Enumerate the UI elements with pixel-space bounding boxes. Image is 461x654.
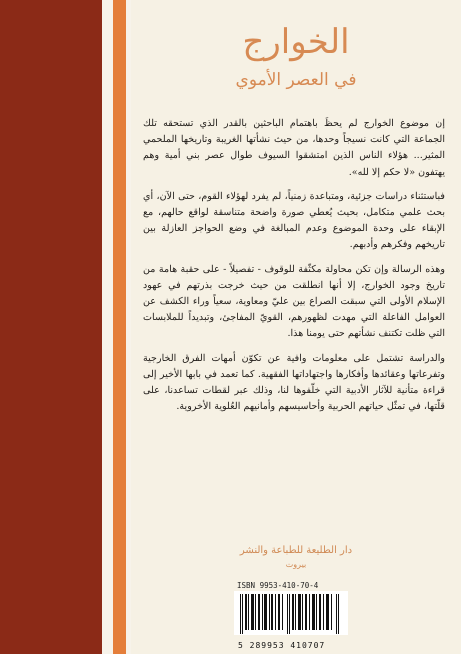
barcode-bars <box>240 594 342 634</box>
publisher-city: بيروت <box>285 560 307 569</box>
orange-stripe <box>113 0 126 654</box>
back-cover-page <box>131 0 461 654</box>
blurb-paragraph-1: إن موضوع الخوارج لم يحظَ باهتمام الباحثين بالقدر الذي تستحقه تلك الجماعة التي كانت نسيجاً وحدها، من حيث نشأتها الغريبة وتاريخها الملحمي المثير... هؤلاء الناس الذين امتشقوا السيوف طوال عصر بني أمية وهم يهتفون «لا حكم إلا لله». <box>143 118 445 178</box>
book-title: الخوارج <box>242 22 350 62</box>
blurb-paragraph-4: والدراسة تشتمل على معلومات وافية عن تكوّن أمهات الفرق الخارجية وتفرعاتها وعقائدها وأفكارها واجتهاداتها الفقهية. كما تعمد في بابها الأخير إلى قراءة متأنية للآثار الأدبية التي خلّفوها لنا، وذلك عبر لقطات تساعدنا، على قلّتها، في تمثّل حياتهم الحربية وأحاسيسهم وأمانيهم العُلوية الأخروية. <box>143 352 445 413</box>
blurb-text <box>143 116 445 423</box>
book-subtitle: في العصر الأموي <box>235 70 357 90</box>
publisher-name: دار الطليعة للطباعة والنشر <box>239 545 353 556</box>
barcode <box>234 591 348 650</box>
blurb-paragraph-3: وهذه الرسالة وإن تكن محاولة مكثّفة للوقوف - تفصيلاً - على حقبة هامة من تاريخ وجود الخوارج، إلا أنها انطلقت من حيث خرجت بذرتهم في عهود الإسلام الأولى التي سبقت الصراع بين عليّ ومعاوية، سعياً وراء الكشف عن العوامل الفاعلة التي مهدت لظهورهم، القويّ المفاجئ، وتبديداً للملابسات التي ظلت تكتنف نشأتهم حتى يومنا هذا. <box>143 263 445 340</box>
barcode-number: 5 289953 410707 <box>238 641 326 650</box>
white-stripe <box>102 0 113 654</box>
spine-band <box>0 0 102 654</box>
blurb-paragraph-2: فباستثناء دراسات جزئية، ومتباعدة زمنياً، لم يفرد لهؤلاء القوم، حتى الآن، أي بحث علمي متكامل، بحيث يُعطي صورة واضحة متناسقة لواقع حالهم، مع الإبقاء على وحدة الموضوع وعدم المبالغة في وضع الحواجز العازلة بين تاريخهم وفكرهم وأدبهم. <box>143 190 445 251</box>
isbn-label: ISBN 9953-410-70-4 <box>237 581 319 590</box>
